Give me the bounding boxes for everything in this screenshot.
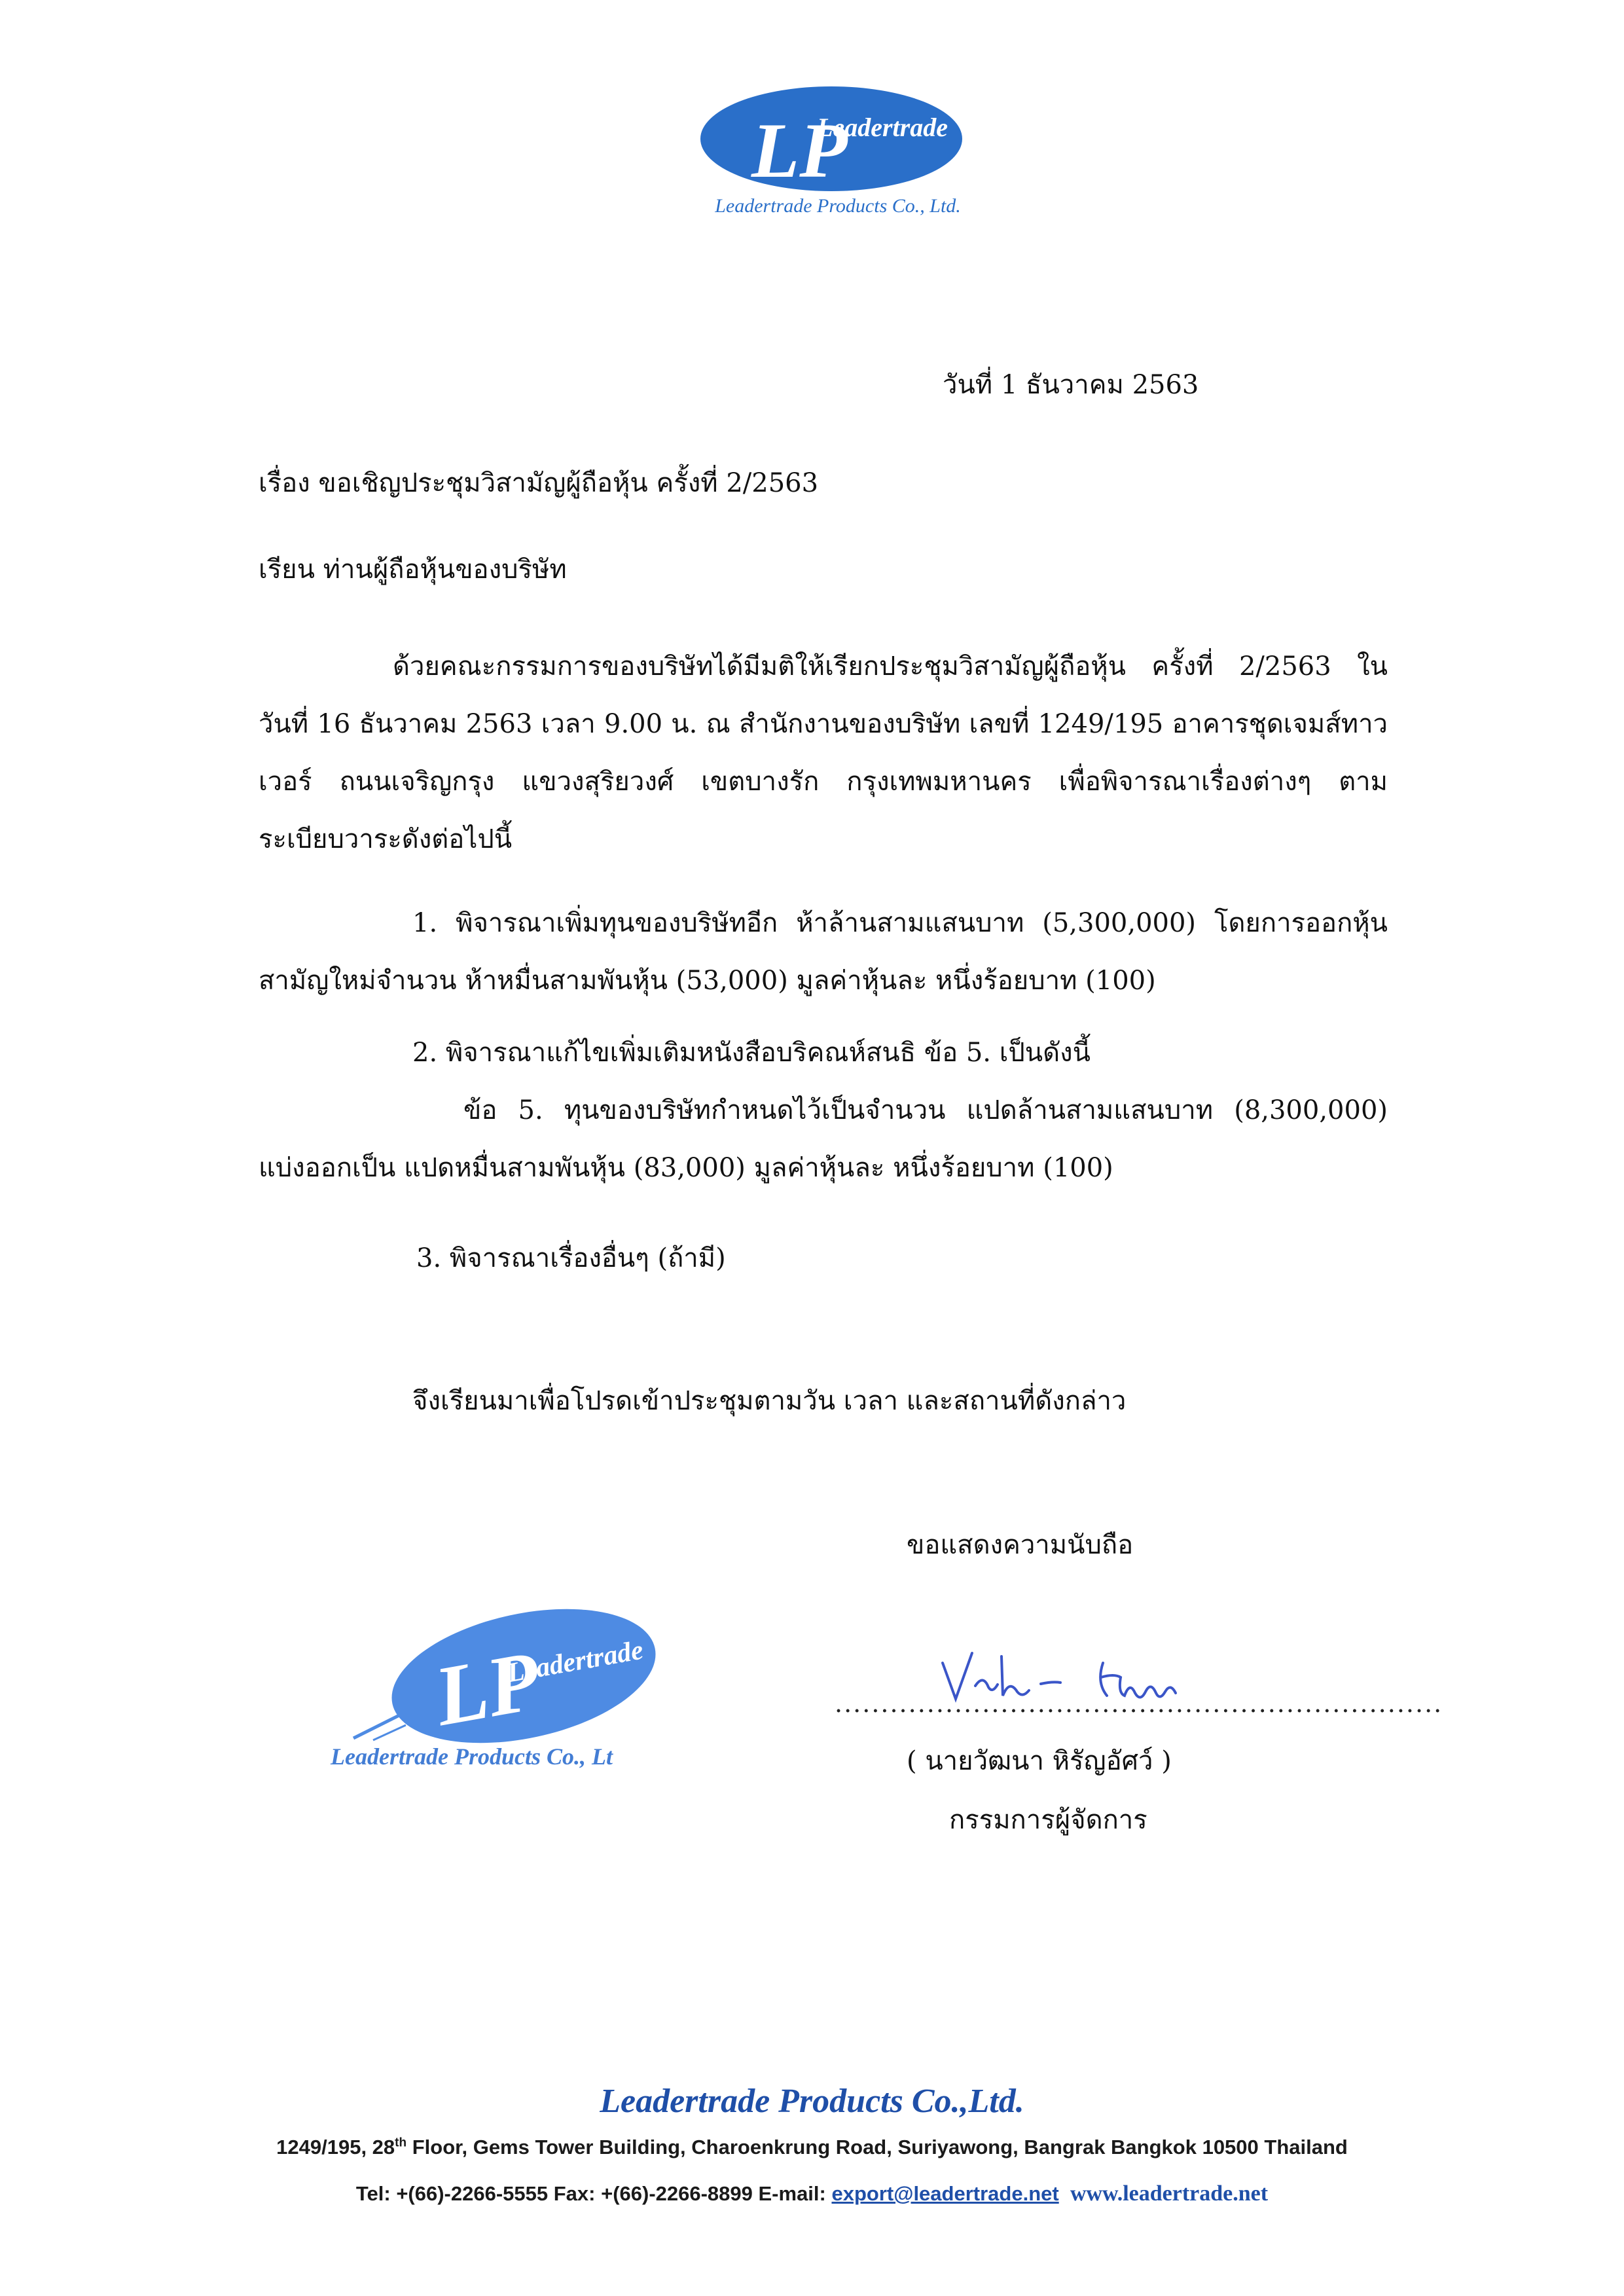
- item1-line-1: 1. พิจารณาเพิ่มทุนของบริษัทอีก ห้าล้านสามแสนบาท (5,300,000) โดยการออกหุ้น: [412, 908, 1388, 938]
- footer-address-part: Floor, Gems Tower Building, Charoenkrung Road, Suriyawong, Bangrak Bangkok 10500 Thailand: [406, 2136, 1348, 2159]
- item2-detail-line-1: ข้อ 5. ทุนของบริษัทกำหนดไว้เป็นจำนวน แปดล้านสามแสนบาท (8,300,000): [463, 1095, 1388, 1125]
- footer-address-sup: th: [395, 2136, 407, 2150]
- stamp-caption: Leadertrade Products Co., Lt: [331, 1743, 613, 1770]
- footer-company-name: Leadertrade Products Co.,Ltd.: [600, 2083, 1024, 2120]
- intro-line-1: ด้วยคณะกรรมการของบริษัทได้มีมติให้เรียกประชุมวิสามัญผู้ถือหุ้น ครั้งที่ 2/2563 ใน: [393, 651, 1388, 682]
- signer-name: ( นายวัฒนา หิรัญอัศว์ ): [907, 1746, 1172, 1776]
- signature-dotted-line: ..................................................................: [835, 1689, 1443, 1718]
- stamp-swoosh-line: [353, 1715, 399, 1738]
- regards: ขอแสดงความนับถือ: [907, 1530, 1134, 1560]
- item2-line: 2. พิจารณาแก้ไขเพิ่มเติมหนังสือบริคณห์สนธิ ข้อ 5. เป็นดังนี้: [412, 1038, 1091, 1068]
- letter-subject: เรื่อง ขอเชิญประชุมวิสามัญผู้ถือหุ้น ครั้งที่ 2/2563: [259, 468, 819, 498]
- logo-letters: LP: [751, 107, 848, 194]
- intro-line-2: วันที่ 16 ธันวาคม 2563 เวลา 9.00 น. ณ สำนักงานของบริษัท เลขที่ 1249/195 อาคารชุดเจมส์ทาว: [259, 709, 1388, 739]
- stamp-wordmark: Leadertrade: [505, 1635, 646, 1689]
- item2-detail-line-2: แบ่งออกเป็น แปดหมื่นสามพันหุ้น (83,000) มูลค่าหุ้นละ หนึ่งร้อยบาท (100): [259, 1153, 1113, 1183]
- footer-address: [0, 2136, 1624, 2159]
- item1-line-2: สามัญใหม่จำนวน ห้าหมื่นสามพันหุ้น (53,000) มูลค่าหุ้นละ หนึ่งร้อยบาท (100): [259, 966, 1156, 996]
- letter-salutation: เรียน ท่านผู้ถือหุ้นของบริษัท: [259, 555, 567, 585]
- item3-line: 3. พิจารณาเรื่องอื่นๆ (ถ้ามี): [416, 1243, 726, 1273]
- footer-website-link[interactable]: www.leadertrade.net: [1070, 2181, 1269, 2206]
- signer-title: กรรมการผู้จัดการ: [949, 1805, 1147, 1835]
- letter-date: วันที่ 1 ธันวาคม 2563: [943, 370, 1199, 400]
- handwritten-signature: [929, 1637, 1270, 1715]
- company-caption: Leadertrade Products Co., Ltd.: [715, 195, 961, 217]
- stamp-letters: LP: [427, 1633, 547, 1745]
- closing-line: จึงเรียนมาเพื่อโปรดเข้าประชุมตามวัน เวลา และสถานที่ดังกล่าว: [412, 1386, 1127, 1416]
- intro-line-3: เวอร์ ถนนเจริญกรุง แขวงสุริยวงศ์ เขตบางรัก กรุงเทพมหานคร เพื่อพิจารณาเรื่องต่างๆ ตาม: [259, 767, 1388, 797]
- intro-line-4: ระเบียบวาระดังต่อไปนี้: [259, 824, 513, 854]
- logo-wordmark: Leadertrade: [817, 113, 948, 142]
- footer-address-part: 1249/195, 28: [276, 2136, 395, 2159]
- company-stamp: [327, 1597, 668, 1768]
- footer-email-link[interactable]: export@leadertrade.net: [831, 2182, 1059, 2205]
- footer-contact: [0, 2181, 1624, 2206]
- footer-phone-fax: Tel: +(66)-2266-5555 Fax: +(66)-2266-8899 E-mail:: [355, 2182, 832, 2205]
